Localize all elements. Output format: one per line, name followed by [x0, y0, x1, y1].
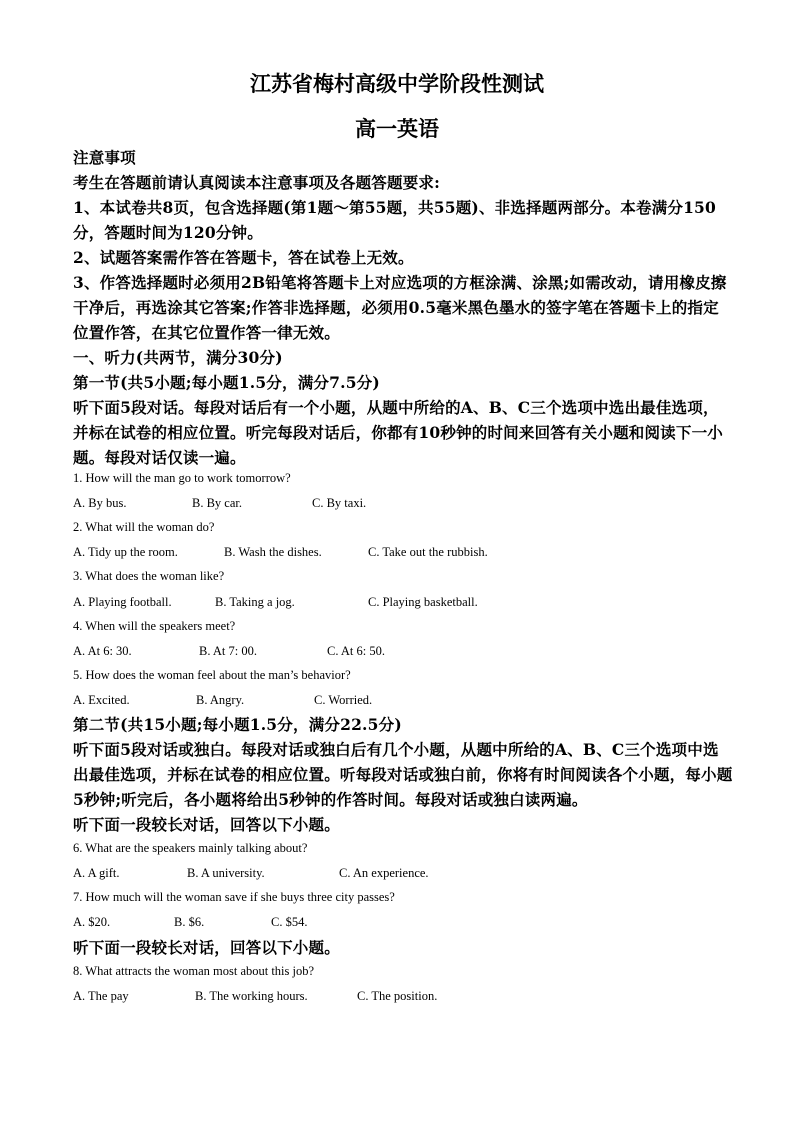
section2-heading: 第二节(共15小题;每小题1.5分，满分22.5分)	[73, 715, 402, 734]
exam-subtitle: 高一英语	[355, 116, 439, 141]
q6-option-a: A. A gift.	[73, 866, 120, 880]
question-5: 5. How does the woman feel about the man’s behavior?	[73, 668, 351, 682]
q3-option-c: C. Playing basketball.	[368, 595, 478, 609]
notice-item-1: 1、本试卷共8页，包含选择题(第1题～第55题，共55题)、非选择题两部分。本卷满分150分，答题时间为120分钟。	[73, 198, 717, 242]
question-4: 4. When will the speakers meet?	[73, 619, 236, 633]
section2-block	[73, 712, 733, 837]
q4-option-c: C. At 6: 50.	[327, 644, 385, 658]
notice-heading: 注意事项	[73, 148, 136, 167]
q2-option-c: C. Take out the rubbish.	[368, 545, 488, 559]
q4-option-b: B. At 7: 00.	[199, 644, 257, 658]
part1-heading: 一、听力(共两节，满分30分)	[73, 348, 283, 367]
listen-long-dialogue-2-block	[73, 935, 733, 960]
question-1: 1. How will the man go to work tomorrow?	[73, 471, 291, 485]
q8-option-c: C. The position.	[357, 989, 438, 1003]
q2-option-a: A. Tidy up the room.	[73, 545, 178, 559]
notice-item-2: 2、试题答案需作答在答题卡，答在试卷上无效。	[73, 248, 414, 267]
q5-option-b: B. Angry.	[196, 693, 245, 707]
q1-option-c: C. By taxi.	[312, 496, 367, 510]
q5-option-a: A. Excited.	[73, 693, 130, 707]
notice-block	[73, 145, 733, 470]
q4-option-a: A. At 6: 30.	[73, 644, 132, 658]
q7-option-b: B. $6.	[174, 915, 205, 929]
question-7: 7. How much will the woman save if she buys three city passes?	[73, 890, 395, 904]
listen-long-dialogue-1: 听下面一段较长对话，回答以下小题。	[73, 815, 340, 834]
q7-option-c: C. $54.	[271, 915, 308, 929]
q1-option-a: A. By bus.	[73, 496, 127, 510]
question-3: 3. What does the woman like?	[73, 569, 225, 583]
listen-long-dialogue-2: 听下面一段较长对话，回答以下小题。	[73, 938, 340, 957]
notice-item-3: 3、作答选择题时必须用2B铅笔将答题卡上对应选项的方框涂满、涂黑;如需改动，请用橡皮擦干净后，再选涂其它答案;作答非选择题，必须用0.5毫米黑色墨水的签字笔在答题卡上的指定位置作答，在其它位置作答一律无效。	[73, 273, 727, 342]
section1-instructions: 听下面5段对话。每段对话后有一个小题，从题中所给的A、B、C三个选项中选出最佳选项，并标在试卷的相应位置。听完每段对话后，你都有10秒钟的时间来回答有关小题和阅读下一小题。每段对话仅读一遍。	[73, 398, 723, 467]
q3-option-b: B. Taking a jog.	[215, 595, 295, 609]
notice-intro: 考生在答题前请认真阅读本注意事项及各题答题要求:	[73, 173, 441, 192]
q2-option-b: B. Wash the dishes.	[224, 545, 322, 559]
question-6: 6. What are the speakers mainly talking about?	[73, 841, 308, 855]
q1-option-b: B. By car.	[192, 496, 242, 510]
question-8: 8. What attracts the woman most about this job?	[73, 964, 315, 978]
section1-heading: 第一节(共5小题;每小题1.5分，满分7.5分)	[73, 373, 380, 392]
section2-instructions: 听下面5段对话或独白。每段对话或独白后有几个小题，从题中所给的A、B、C三个选项中选出最佳选项，并标在试卷的相应位置。听每段对话或独白前，你将有时间阅读各个小题，每小题5秒钟;听完后，各小题将给出5秒钟的作答时间。每段对话或独白读两遍。	[73, 740, 733, 809]
q6-option-c: C. An experience.	[339, 866, 429, 880]
q6-option-b: B. A university.	[187, 866, 265, 880]
q3-option-a: A. Playing football.	[73, 595, 172, 609]
q8-option-b: B. The working hours.	[195, 989, 308, 1003]
q7-option-a: A. $20.	[73, 915, 111, 929]
q8-option-a: A. The pay	[73, 989, 129, 1003]
question-2: 2. What will the woman do?	[73, 520, 215, 534]
q5-option-c: C. Worried.	[314, 693, 373, 707]
exam-title: 江苏省梅村高级中学阶段性测试	[250, 71, 544, 96]
